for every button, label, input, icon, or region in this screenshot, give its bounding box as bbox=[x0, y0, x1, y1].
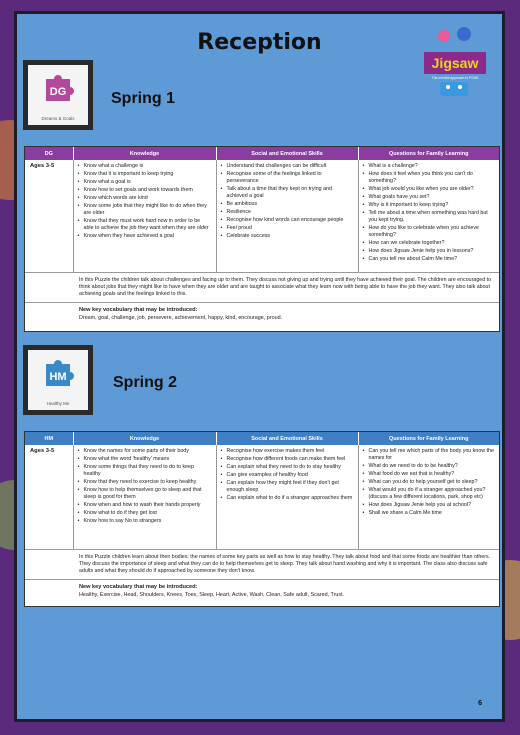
page-number: 6 bbox=[478, 700, 482, 707]
healthy-me-tile bbox=[23, 345, 93, 415]
list-item: • Why is it important to keep trying? bbox=[363, 202, 496, 209]
vocabulary-block bbox=[25, 302, 499, 325]
vocabulary-list: Healthy, Exercise, Head, Shoulders, Knees, Toes, Sleep, Heart, Active, Wash, Clean, Safe adult, Scared, Trust. bbox=[79, 591, 345, 598]
list-item: • Celebrate success bbox=[221, 233, 354, 240]
list-item: • Recognise how exercise makes them feel bbox=[221, 448, 354, 455]
list-item: • Know that it is important to keep trying bbox=[78, 171, 212, 178]
list-item: • How does Jigsaw Jenie help you at school? bbox=[363, 502, 496, 509]
column-header: Questions for Family Learning bbox=[389, 435, 469, 442]
list-item: • How can we celebrate together? bbox=[363, 240, 496, 247]
list-item: • Resilience bbox=[221, 209, 354, 216]
age-cell: Ages 3-5 bbox=[25, 160, 73, 272]
season-heading: Spring 2 bbox=[113, 374, 178, 391]
spring1-table bbox=[25, 147, 499, 272]
column-header: DG bbox=[25, 147, 73, 160]
list-item: • Can explain what to do if a stranger approaches them bbox=[221, 495, 354, 502]
list-item: • Recognise how kind words can encourage people bbox=[221, 217, 354, 224]
list-item: • Know when and how to wash their hands properly bbox=[78, 502, 212, 509]
list-item: • What can you do to help yourself get to sleep? bbox=[363, 479, 496, 486]
list-item: • What goals have you set? bbox=[363, 194, 496, 201]
list-item: • Can explain how they might feel if they don't get enough sleep bbox=[221, 480, 354, 494]
list-item: • Talk about a time that they kept on trying and achieved a goal bbox=[221, 186, 354, 200]
list-item: • How does Jigsaw Jenie help you in lessons? bbox=[363, 248, 496, 255]
list-item: • Can explain what they need to do to stay healthy bbox=[221, 464, 354, 471]
dreams-goals-tile bbox=[23, 60, 93, 130]
puzzle-piece-icon bbox=[42, 73, 74, 105]
list-item: • Can you tell me about Calm Me time? bbox=[363, 256, 496, 263]
vocabulary-list: Dream, goal, challenge, job, persevere, achievement, happy, kind, encourage, proud. bbox=[79, 314, 283, 321]
list-item: • Recognise some of the feelings linked to perseverance bbox=[221, 171, 354, 185]
list-item: • Know what a goal is bbox=[78, 179, 212, 186]
spring1-section bbox=[24, 146, 500, 332]
skills-cell bbox=[216, 445, 358, 549]
tile-abbr: HM bbox=[49, 371, 67, 383]
list-item: • Tell me about a time when something was hard but you kept trying. bbox=[363, 210, 496, 224]
list-item: • Know how to set goals and work towards them bbox=[78, 187, 212, 194]
list-item: • Recognise how different foods can make them feel bbox=[221, 456, 354, 463]
logo-tagline: The mindful approach to PSHE bbox=[431, 76, 479, 80]
season-heading: Spring 1 bbox=[111, 90, 176, 107]
list-item: • Know what to do if they get lost bbox=[78, 510, 212, 517]
list-item: • Know how to say No to strangers bbox=[78, 518, 212, 525]
column-header: Knowledge bbox=[73, 432, 216, 445]
knowledge-cell bbox=[73, 160, 216, 272]
puzzle-summary: In this Puzzle children learn about their bodies; the names of some key parts as well as how to stay healthy. They talk about food and that some foods are healthier than others. They discuss the importance of sleep and what they can do to help themselves get to sleep. They talk about hand washing and why it is important. The class also discuss safe adults and what they should do if approached by someone they don't know. bbox=[25, 549, 499, 579]
column-header: Questions for Family Learning bbox=[389, 150, 469, 157]
tile-label: Dreams & Goals bbox=[41, 116, 75, 121]
list-item: • Know what the word 'healthy' means bbox=[78, 456, 212, 463]
list-item: • Know that they need to exercise to keep healthy bbox=[78, 479, 212, 486]
tile-abbr: DG bbox=[49, 86, 67, 98]
jigsaw-mascot-icon bbox=[418, 24, 492, 100]
column-header: Social and Emotional Skills bbox=[216, 147, 358, 160]
list-item: • What is a challenge? bbox=[363, 163, 496, 170]
list-item: • Know what a challenge is bbox=[78, 163, 212, 170]
list-item: • How do you like to celebrate when you achieve something? bbox=[363, 225, 496, 239]
list-item: • Know how to help themselves go to sleep and that sleep is good for them bbox=[78, 487, 212, 501]
puzzle-summary: In this Puzzle the children talk about challenges and facing up to them. They discuss not giving up and trying until they have achieved their goal. The children are encouraged to think about jobs that they might like to have when they are older and are taught to associate what they learn now with being able to have the job they want. They also talk about achieving goals and the feelings linked to this. bbox=[25, 272, 499, 302]
age-cell: Ages 3-5 bbox=[25, 445, 73, 549]
page bbox=[14, 11, 505, 722]
list-item: • Can you tell me which parts of the body you know the names for bbox=[363, 448, 496, 462]
list-item: • Understand that challenges can be difficult bbox=[221, 163, 354, 170]
list-item: • Know that they must work hard now in order to be able to achieve the job they want when they are older bbox=[78, 218, 212, 232]
list-item: • Know which words are kind bbox=[78, 195, 212, 202]
list-item: • What food do we eat that is healthy? bbox=[363, 471, 496, 478]
spring2-section bbox=[24, 431, 500, 607]
puzzle-piece-icon bbox=[42, 358, 74, 390]
list-item: • What would you do if a stranger approached you? (discuss a few different locations, park, shop etc) bbox=[363, 487, 496, 501]
vocabulary-title: New key vocabulary that may be introduced: bbox=[79, 584, 198, 591]
list-item: • Know some things that they need to do to keep healthy bbox=[78, 464, 212, 478]
spring2-table bbox=[25, 432, 499, 549]
vocabulary-title: New key vocabulary that may be introduced: bbox=[79, 307, 198, 314]
list-item: • Shall we share a Calm Me time bbox=[363, 510, 496, 517]
list-item: • Be ambitious bbox=[221, 201, 354, 208]
column-header: HM bbox=[25, 432, 73, 445]
list-item: • Know when they have achieved a goal bbox=[78, 233, 212, 240]
list-item: • How does it feel when you think you can't do something? bbox=[363, 171, 496, 185]
knowledge-cell bbox=[73, 445, 216, 549]
tile-label: Healthy Me bbox=[46, 401, 70, 406]
column-header: Knowledge bbox=[73, 147, 216, 160]
list-item: • What job would you like when you are older? bbox=[363, 186, 496, 193]
vocabulary-block bbox=[25, 579, 499, 602]
list-item: • Know the names for some parts of their body bbox=[78, 448, 212, 455]
list-item: • What do we need to do to be healthy? bbox=[363, 463, 496, 470]
questions-cell bbox=[358, 160, 499, 272]
logo-text: Jigsaw bbox=[431, 55, 479, 71]
jigsaw-logo bbox=[418, 24, 492, 100]
skills-cell bbox=[216, 160, 358, 272]
page-title: Reception bbox=[197, 30, 322, 55]
list-item: • Feel proud bbox=[221, 225, 354, 232]
list-item: • Know some jobs that they might like to do when they are older bbox=[78, 203, 212, 217]
list-item: • Can give examples of healthy food bbox=[221, 472, 354, 479]
questions-cell bbox=[358, 445, 499, 549]
column-header: Social and Emotional Skills bbox=[216, 432, 358, 445]
